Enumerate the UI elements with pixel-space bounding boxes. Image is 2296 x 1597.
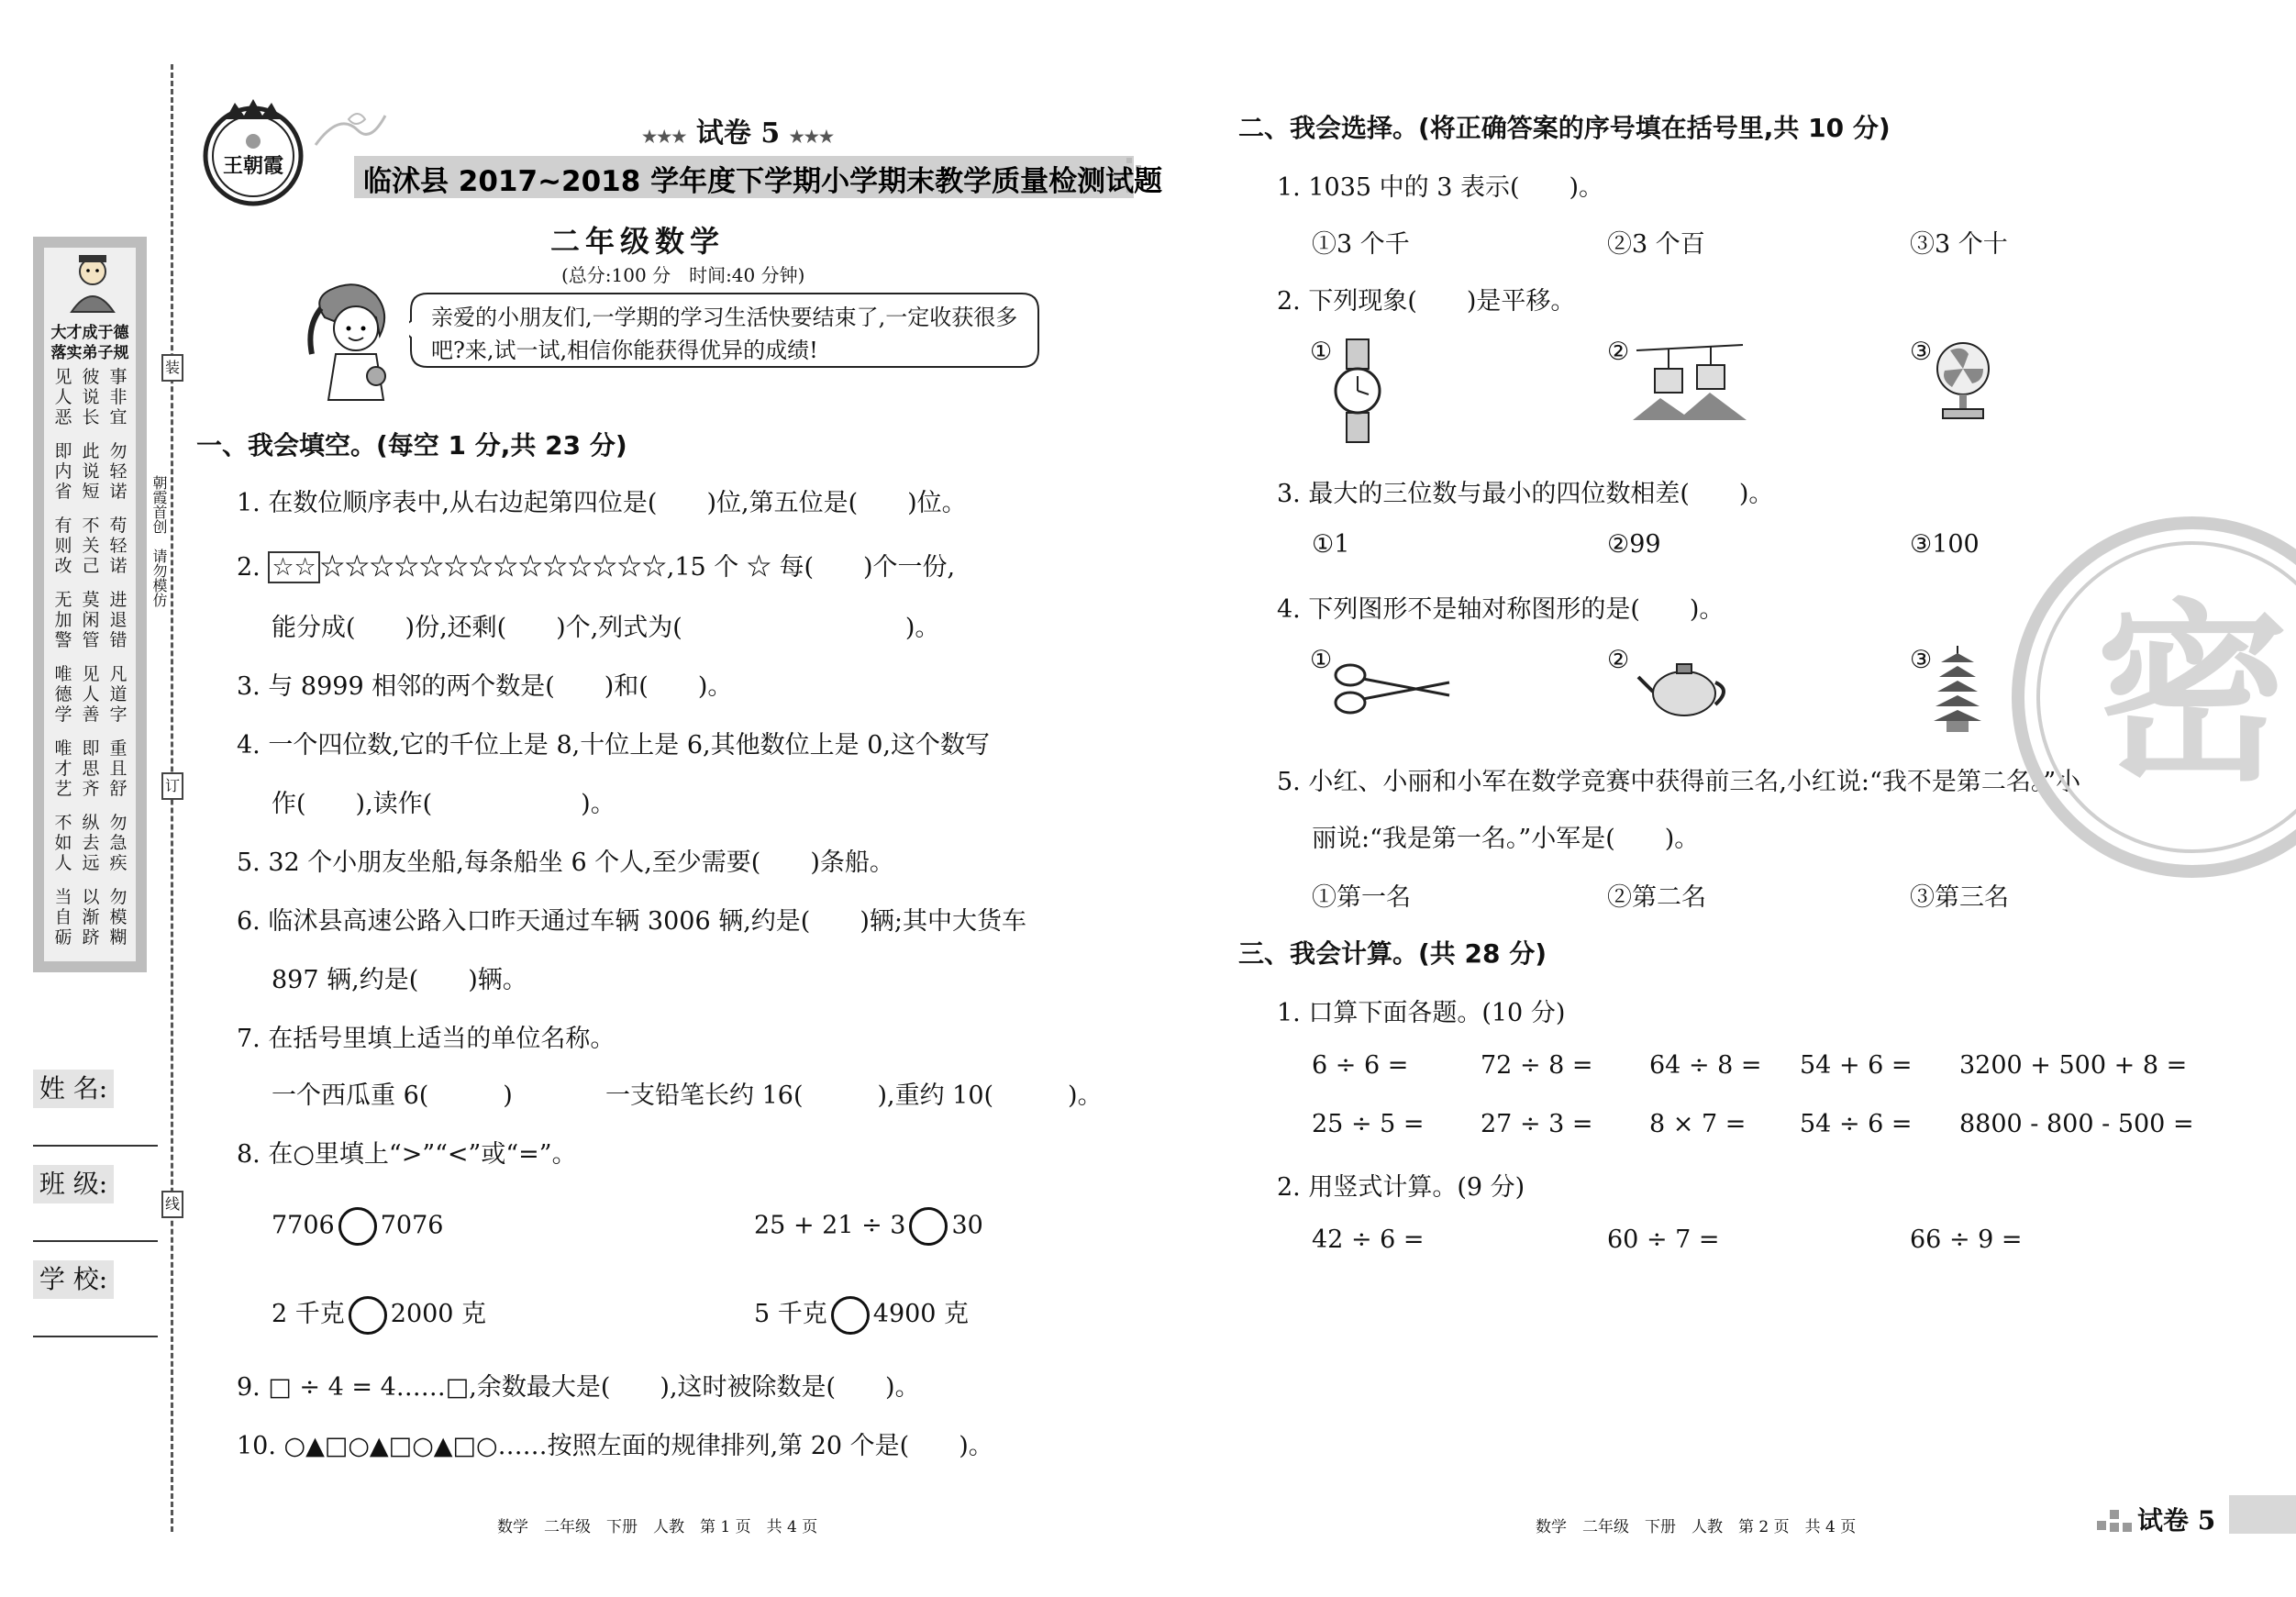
q8-item-3-left: 2 千克 bbox=[272, 1300, 345, 1328]
idiom-row bbox=[50, 536, 132, 556]
idiom-char: 事 bbox=[109, 367, 128, 387]
idiom-char: 说 bbox=[82, 461, 100, 482]
s1-q7-b: 一支铅笔长约 16( ),重约 10( )。 bbox=[605, 1081, 1103, 1110]
fan-icon bbox=[1932, 341, 1994, 420]
idiom-char: 见 bbox=[82, 664, 100, 684]
binding-char-zhuang: 装 bbox=[161, 354, 183, 382]
s1-q1: 1. 在数位顺序表中,从右边起第四位是( )位,第五位是( )位。 bbox=[237, 489, 967, 517]
idiom-row bbox=[50, 927, 132, 948]
idiom-char: 重 bbox=[109, 738, 128, 759]
idiom-char: 自 bbox=[54, 907, 72, 927]
idiom-char: 此 bbox=[82, 441, 100, 461]
idiom-row bbox=[50, 779, 132, 799]
idiom-row bbox=[50, 610, 132, 630]
idiom-char: 人 bbox=[82, 684, 100, 704]
idiom-row bbox=[50, 664, 132, 684]
idiom-row bbox=[50, 441, 132, 461]
s2-q2: 2. 下列现象( )是平移。 bbox=[1277, 287, 1576, 316]
s1-q9: 9. □ ÷ 4 = 4……□,余数最大是( ),这时被除数是( )。 bbox=[237, 1373, 920, 1402]
q8-item-2-right: 30 bbox=[951, 1211, 983, 1240]
s1-q8: 8. 在○里填上“>”“<”或“=”。 bbox=[237, 1140, 577, 1169]
idiom-char: 去 bbox=[82, 833, 100, 853]
logo-text: 王朝霞 bbox=[222, 154, 284, 178]
s1-q6-line2: 897 辆,约是( )辆。 bbox=[272, 966, 527, 994]
s1-q2-mid: ,15 个 ☆ 每( )个一份, bbox=[666, 553, 956, 582]
idiom-char: 宜 bbox=[109, 407, 128, 427]
oral-r2-c1: 25 ÷ 5 = bbox=[1312, 1110, 1425, 1138]
idiom-char: 人 bbox=[54, 853, 72, 873]
teapot-icon bbox=[1636, 655, 1734, 719]
idiom-char: 进 bbox=[109, 590, 128, 610]
idiom-char: 苟 bbox=[109, 516, 128, 536]
s2-q3-opt1[interactable]: ①1 bbox=[1312, 530, 1350, 559]
idiom-char: 艺 bbox=[54, 779, 72, 799]
intro-text: 亲爱的小朋友们,一学期的学习生活快要结束了,一定收获很多吧?来,试一试,相信你能获得优异的成绩! bbox=[431, 305, 1018, 363]
grade-subject: 二年级数学 bbox=[550, 224, 726, 259]
name-line[interactable] bbox=[33, 1145, 158, 1147]
s1-q7: 7. 在括号里填上适当的单位名称。 bbox=[237, 1025, 616, 1053]
idiom-char: 唯 bbox=[54, 664, 72, 684]
vertical-1: 42 ÷ 6 = bbox=[1312, 1225, 1425, 1254]
publisher-logo bbox=[198, 99, 308, 209]
idiom-grid bbox=[50, 367, 132, 948]
s1-q3: 3. 与 8999 相邻的两个数是( )和( )。 bbox=[237, 672, 733, 701]
idiom-row bbox=[50, 759, 132, 779]
q8-item-4-left: 5 千克 bbox=[754, 1300, 827, 1328]
footer-left: 数学 二年级 下册 人教 第 1 页 共 4 页 bbox=[497, 1518, 818, 1536]
idiom-char: 即 bbox=[82, 738, 100, 759]
idiom-char: 道 bbox=[109, 684, 128, 704]
idiom-char: 恶 bbox=[54, 407, 72, 427]
idiom-char: 才 bbox=[54, 759, 72, 779]
s2-q4-opt1[interactable]: ① bbox=[1310, 646, 1333, 674]
oral-r1-c2: 72 ÷ 8 = bbox=[1481, 1051, 1593, 1080]
section2-heading: 二、我会选择。(将正确答案的序号填在括号里,共 10 分) bbox=[1238, 113, 1891, 143]
oral-r2-c3: 8 × 7 = bbox=[1649, 1110, 1747, 1138]
idiom-char: 且 bbox=[109, 759, 128, 779]
idiom-char: 无 bbox=[54, 590, 72, 610]
idiom-char: 以 bbox=[82, 887, 100, 907]
q8-item-1-circle[interactable] bbox=[338, 1207, 377, 1246]
idiom-row bbox=[50, 407, 132, 427]
idiom-char: 关 bbox=[82, 536, 100, 556]
oral-r1-c1: 6 ÷ 6 = bbox=[1312, 1051, 1409, 1080]
scholar-figure-icon bbox=[61, 250, 125, 314]
s2-q1-opt1[interactable]: ①3 个千 bbox=[1312, 230, 1410, 259]
idiom-char: 当 bbox=[54, 887, 72, 907]
q8-item-1-right: 7076 bbox=[380, 1211, 444, 1240]
watch-icon bbox=[1332, 338, 1383, 444]
idiom-char: 勿 bbox=[109, 813, 128, 833]
idiom-char: 人 bbox=[54, 387, 72, 407]
idiom-char: 彼 bbox=[82, 367, 100, 387]
q8-item-4-right: 4900 克 bbox=[872, 1300, 970, 1328]
s2-q3-opt2[interactable]: ②99 bbox=[1607, 530, 1661, 559]
s1-q7-a: 一个西瓜重 6( ) bbox=[272, 1081, 513, 1110]
section3-heading: 三、我会计算。(共 28 分) bbox=[1238, 938, 1547, 969]
motto-line-2: 落实弟子规 bbox=[50, 344, 129, 362]
idiom-char: 非 bbox=[109, 387, 128, 407]
idiom-char: 管 bbox=[82, 630, 100, 650]
idiom-char: 闲 bbox=[82, 610, 100, 630]
s2-q1-opt3[interactable]: ③3 个十 bbox=[1910, 230, 2008, 259]
idiom-char: 勿 bbox=[109, 887, 128, 907]
idiom-char: 轻 bbox=[109, 461, 128, 482]
oral-r1-c3: 64 ÷ 8 = bbox=[1649, 1051, 1762, 1080]
s2-q5-opt2[interactable]: ②第二名 bbox=[1607, 883, 1706, 912]
s2-q4-opt2[interactable]: ② bbox=[1607, 646, 1630, 674]
idiom-row bbox=[50, 630, 132, 650]
class-label: 班 级: bbox=[33, 1165, 114, 1203]
idiom-char: 诺 bbox=[109, 556, 128, 576]
idiom-char: 急 bbox=[109, 833, 128, 853]
idiom-row bbox=[50, 833, 132, 853]
idiom-char: 不 bbox=[54, 813, 72, 833]
idiom-char: 凡 bbox=[109, 664, 128, 684]
pagoda-icon bbox=[1932, 646, 1983, 732]
idiom-row bbox=[50, 516, 132, 536]
idiom-char: 字 bbox=[109, 704, 128, 725]
class-line[interactable] bbox=[33, 1240, 158, 1242]
idiom-char: 说 bbox=[82, 387, 100, 407]
idiom-char: 诺 bbox=[109, 482, 128, 502]
idiom-char: 纵 bbox=[82, 813, 100, 833]
idiom-char: 见 bbox=[54, 367, 72, 387]
q8-item-3 bbox=[272, 1293, 486, 1335]
s1-q10: 10. ○▲□○▲□○▲□○……按照左面的规律排列,第 20 个是( )。 bbox=[237, 1432, 993, 1460]
s2-q2-opt2[interactable]: ② bbox=[1607, 338, 1630, 366]
s1-q2-line2: 能分成( )份,还剩( )个,列式为( )。 bbox=[272, 614, 940, 642]
q8-item-2 bbox=[754, 1207, 983, 1246]
idiom-char: 警 bbox=[54, 630, 72, 650]
idiom-row bbox=[50, 367, 132, 387]
corner-bar bbox=[2229, 1495, 2296, 1534]
idiom-char: 跻 bbox=[82, 927, 100, 948]
idiom-char: 加 bbox=[54, 610, 72, 630]
binding-char-xian: 线 bbox=[161, 1191, 183, 1218]
binding-char-ding: 订 bbox=[161, 772, 183, 800]
watermark-char: 密 bbox=[2095, 582, 2290, 807]
girl-mascot-icon bbox=[303, 281, 404, 409]
idiom-char: 改 bbox=[54, 556, 72, 576]
exam-title: 临沭县 2017~2018 学年度下学期小学期末教学质量检测试题 bbox=[363, 165, 1163, 198]
idiom-char: 舒 bbox=[109, 779, 128, 799]
binding-notice: 朝霞首创 请勿模仿 bbox=[150, 475, 168, 607]
paper-number-text: 试卷 5 bbox=[695, 117, 781, 150]
s2-q1: 1. 1035 中的 3 表示( )。 bbox=[1277, 173, 1604, 202]
idiom-row bbox=[50, 684, 132, 704]
idiom-char: 思 bbox=[82, 759, 100, 779]
idiom-row bbox=[50, 813, 132, 833]
footer-right: 数学 二年级 下册 人教 第 2 页 共 4 页 bbox=[1536, 1518, 1857, 1536]
idiom-char: 内 bbox=[54, 461, 72, 482]
idiom-char: 齐 bbox=[82, 779, 100, 799]
q8-item-3-right: 2000 克 bbox=[390, 1300, 487, 1328]
idiom-char: 渐 bbox=[82, 907, 100, 927]
paper-number bbox=[642, 110, 834, 150]
idiom-row bbox=[50, 387, 132, 407]
ribbon-decoration bbox=[312, 108, 389, 154]
idiom-row bbox=[50, 907, 132, 927]
idiom-row bbox=[50, 887, 132, 907]
oral-r2-c4: 54 ÷ 6 = bbox=[1800, 1110, 1913, 1138]
idiom-char: 善 bbox=[82, 704, 100, 725]
oral-r2-c2: 27 ÷ 3 = bbox=[1481, 1110, 1593, 1138]
s2-q4-opt3[interactable]: ③ bbox=[1910, 646, 1933, 674]
q8-item-4 bbox=[754, 1293, 969, 1335]
s1-q4-line2: 作( ),读作( )。 bbox=[272, 790, 616, 818]
vertical-2: 60 ÷ 7 = bbox=[1607, 1225, 1720, 1254]
stars-right: ★★★ bbox=[789, 128, 835, 147]
idiom-char: 错 bbox=[109, 630, 128, 650]
idiom-char: 莫 bbox=[82, 590, 100, 610]
cable-car-icon bbox=[1633, 341, 1747, 420]
idiom-char: 砺 bbox=[54, 927, 72, 948]
s2-q1-opt2[interactable]: ②3 个百 bbox=[1607, 230, 1705, 259]
vertical-3: 66 ÷ 9 = bbox=[1910, 1225, 2023, 1254]
idiom-char: 己 bbox=[82, 556, 100, 576]
idiom-row bbox=[50, 461, 132, 482]
s1-q2-boxed-stars: ☆☆ bbox=[268, 551, 319, 583]
s2-q3: 3. 最大的三位数与最小的四位数相差( )。 bbox=[1277, 480, 1774, 508]
oral-r2-c5: 8800 - 800 - 500 = bbox=[1959, 1110, 2194, 1138]
idiom-char: 远 bbox=[82, 853, 100, 873]
s2-q4: 4. 下列图形不是轴对称图形的是( )。 bbox=[1277, 595, 1725, 624]
s1-q4-line1: 4. 一个四位数,它的千位上是 8,十位上是 6,其他数位上是 0,这个数写 bbox=[237, 731, 990, 760]
motto-line-1: 大才成于德 bbox=[50, 324, 129, 342]
idiom-row bbox=[50, 853, 132, 873]
idiom-char: 勿 bbox=[109, 441, 128, 461]
score-time: (总分:100 分 时间:40 分钟) bbox=[561, 264, 805, 286]
name-label: 姓 名: bbox=[33, 1070, 114, 1108]
idiom-char: 则 bbox=[54, 536, 72, 556]
oral-r1-c4: 54 + 6 = bbox=[1800, 1051, 1913, 1080]
idiom-char: 省 bbox=[54, 482, 72, 502]
idiom-char: 轻 bbox=[109, 536, 128, 556]
idiom-row bbox=[50, 704, 132, 725]
s3-q2: 2. 用竖式计算。(9 分) bbox=[1277, 1173, 1525, 1202]
q8-item-2-left: 25 + 21 ÷ 3 bbox=[754, 1211, 906, 1240]
idiom-char: 不 bbox=[82, 516, 100, 536]
s3-q1: 1. 口算下面各题。(10 分) bbox=[1277, 999, 1566, 1027]
idiom-char: 学 bbox=[54, 704, 72, 725]
s1-q6-line1: 6. 临沭县高速公路入口昨天通过车辆 3006 辆,约是( )辆;其中大货车 bbox=[237, 907, 1026, 936]
s2-q2-opt3[interactable]: ③ bbox=[1910, 338, 1933, 366]
corner-paper-label: 试卷 5 bbox=[2137, 1505, 2216, 1536]
stars-left: ★★★ bbox=[642, 128, 687, 147]
q8-item-1-left: 7706 bbox=[272, 1211, 335, 1240]
s1-q2 bbox=[237, 547, 955, 583]
idiom-char: 模 bbox=[109, 907, 128, 927]
idiom-char: 唯 bbox=[54, 738, 72, 759]
section1-heading: 一、我会填空。(每空 1 分,共 23 分) bbox=[196, 430, 627, 460]
corner-dots bbox=[2095, 1503, 2135, 1534]
s2-q5-line1: 5. 小红、小丽和小军在数学竞赛中获得前三名,小红说:“我不是第二名。”小 bbox=[1277, 768, 2081, 796]
idiom-row bbox=[50, 590, 132, 610]
q8-item-2-circle[interactable] bbox=[909, 1207, 948, 1246]
s1-q2-prefix: 2. bbox=[237, 553, 269, 582]
s2-q5-opt3[interactable]: ③第三名 bbox=[1910, 883, 2009, 912]
idiom-char: 有 bbox=[54, 516, 72, 536]
idiom-char: 即 bbox=[54, 441, 72, 461]
school-label: 学 校: bbox=[33, 1260, 114, 1299]
q8-item-4-circle[interactable] bbox=[831, 1296, 870, 1335]
idiom-char: 退 bbox=[109, 610, 128, 630]
scissors-icon bbox=[1330, 662, 1455, 715]
idiom-char: 德 bbox=[54, 684, 72, 704]
idiom-char: 糊 bbox=[109, 927, 128, 948]
idiom-char: 短 bbox=[82, 482, 100, 502]
q8-item-1 bbox=[272, 1207, 443, 1246]
q8-item-3-circle[interactable] bbox=[349, 1296, 387, 1335]
idiom-row bbox=[50, 738, 132, 759]
s2-q3-opt3[interactable]: ③100 bbox=[1910, 530, 1980, 559]
idiom-char: 疾 bbox=[109, 853, 128, 873]
idiom-row bbox=[50, 482, 132, 502]
school-line[interactable] bbox=[33, 1336, 158, 1337]
s2-q2-opt1[interactable]: ① bbox=[1310, 338, 1333, 366]
s1-q2-stars: ☆☆☆☆☆☆☆☆☆☆☆☆☆☆ bbox=[319, 553, 667, 582]
secret-watermark bbox=[2009, 514, 2296, 881]
idiom-row bbox=[50, 556, 132, 576]
oral-r1-c5: 3200 + 500 + 8 = bbox=[1959, 1051, 2188, 1080]
s2-q5-line2: 丽说:“我是第一名。”小军是( )。 bbox=[1312, 825, 1700, 853]
s1-q5: 5. 32 个小朋友坐船,每条船坐 6 个人,至少需要( )条船。 bbox=[237, 848, 894, 877]
idiom-char: 长 bbox=[82, 407, 100, 427]
idiom-char: 如 bbox=[54, 833, 72, 853]
s2-q5-opt1[interactable]: ①第一名 bbox=[1312, 883, 1411, 912]
